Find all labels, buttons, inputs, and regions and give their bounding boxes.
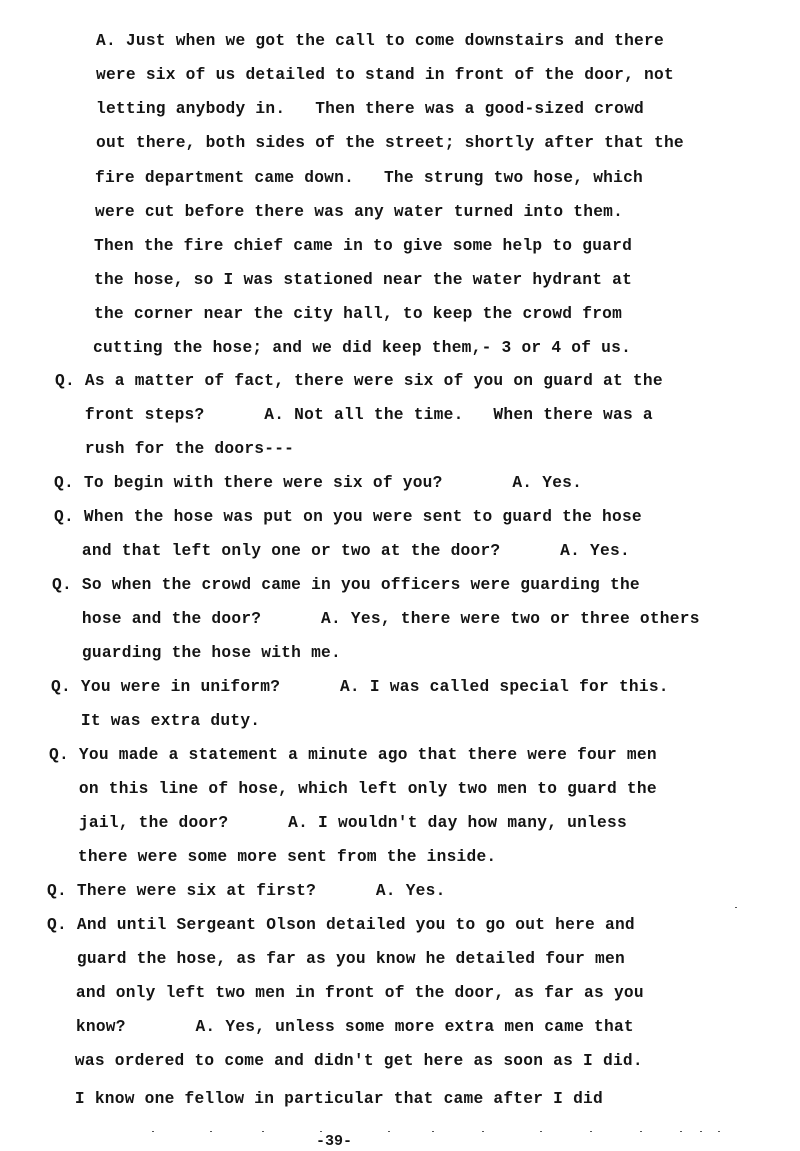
text-line: were six of us detailed to stand in front of the door, not [96, 66, 674, 84]
text-line: It was extra duty. [51, 712, 261, 730]
question-line: Q. So when the crowd came in you officers were guarding the [52, 576, 640, 594]
scan-artifact [718, 1131, 720, 1132]
text-line: cutting the hose; and we did keep them,- 3 or 4 of us. [93, 339, 632, 357]
question-line: Q. And until Sergeant Olson detailed you to go out here and [47, 916, 635, 934]
question-line: Q. You made a statement a minute ago that there were four men [49, 746, 657, 764]
text-line: on this line of hose, which left only two men to guard the [49, 780, 657, 798]
answer-line: know? A. Yes, unless some more extra men came that [46, 1018, 634, 1036]
text-line: Then the fire chief came in to give some help to guard [94, 237, 633, 255]
text-line: I know one fellow in particular that came after I did [45, 1090, 603, 1108]
scan-artifact [700, 1131, 702, 1132]
scan-artifact [735, 907, 737, 908]
scan-artifact [320, 1131, 322, 1132]
scan-artifact [482, 1131, 484, 1132]
answer-line: hose and the door? A. Yes, there were two or three others [52, 610, 700, 628]
text-line: letting anybody in. Then there was a good-sized crowd [96, 100, 645, 118]
text-line: fire department came down. The strung two hose, which [95, 169, 644, 187]
question-line: Q. To begin with there were six of you? A. Yes. [54, 474, 583, 492]
text-line: rush for the doors--- [55, 440, 295, 458]
scan-artifact [152, 1131, 154, 1132]
scan-artifact [680, 1131, 682, 1132]
answer-line: front steps? A. Not all the time. When there was a [55, 406, 653, 424]
scan-artifact [262, 1131, 264, 1132]
text-line: the hose, so I was stationed near the water hydrant at [94, 271, 633, 289]
text-line: were cut before there was any water turned into them. [95, 203, 624, 221]
text-line: guarding the hose with me. [52, 644, 341, 662]
question-line: Q. There were six at first? A. Yes. [47, 882, 446, 900]
scan-artifact [432, 1131, 434, 1132]
scan-artifact [540, 1131, 542, 1132]
text-line: was ordered to come and didn't get here as soon as I did. [45, 1052, 643, 1070]
text-line: out there, both sides of the street; shortly after that the [96, 134, 684, 152]
text-line: there were some more sent from the inside. [48, 848, 497, 866]
question-line: Q. When the hose was put on you were sent to guard the hose [54, 508, 642, 526]
question-line: Q. You were in uniform? A. I was called special for this. [51, 678, 669, 696]
question-line: Q. As a matter of fact, there were six of you on guard at the [55, 372, 663, 390]
answer-line: and that left only one or two at the door? A. Yes. [52, 542, 630, 560]
text-line: A. Just when we got the call to come downstairs and there [96, 32, 664, 50]
text-line: and only left two men in front of the door, as far as you [46, 984, 644, 1002]
scan-artifact [210, 1131, 212, 1132]
page-number: -39- [316, 1133, 353, 1150]
text-line: guard the hose, as far as you know he detailed four men [47, 950, 625, 968]
scan-artifact [640, 1131, 642, 1132]
text-line: the corner near the city hall, to keep the crowd from [94, 305, 623, 323]
answer-line: jail, the door? A. I wouldn't day how many, unless [49, 814, 627, 832]
scan-artifact [388, 1131, 390, 1132]
scan-artifact [590, 1131, 592, 1132]
